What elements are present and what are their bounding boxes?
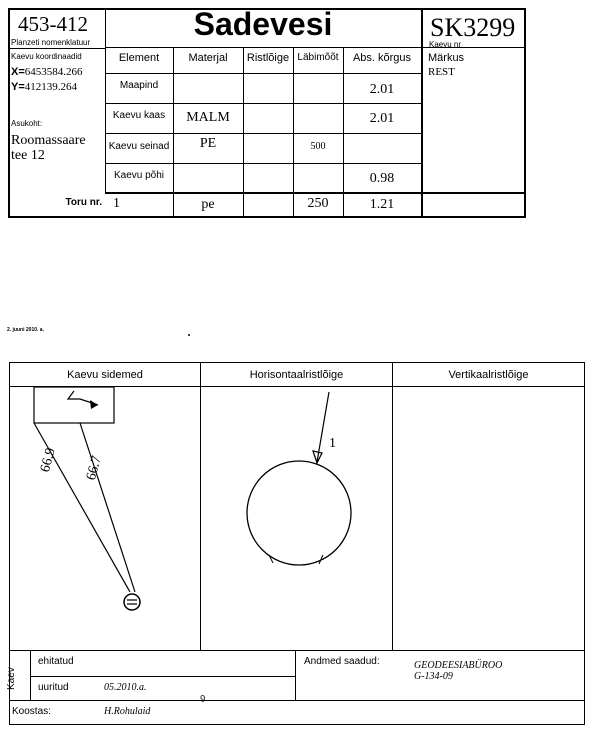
column-header-note: Märkus bbox=[428, 52, 465, 64]
column-header-material: Materjal bbox=[188, 52, 228, 64]
side-label: Kaev bbox=[6, 667, 17, 690]
row-element: Kaevu kaas bbox=[112, 110, 166, 121]
note-value: REST bbox=[428, 66, 455, 78]
column-header-diameter: Läbimõõt bbox=[297, 52, 339, 63]
arrow-label: 1 bbox=[329, 436, 336, 451]
coordinates-label: Kaevu koordinaadid bbox=[11, 52, 82, 61]
row-material: PE bbox=[199, 136, 217, 151]
built-label: ehitatud bbox=[38, 656, 74, 667]
well-number-label: Kaevu nr bbox=[429, 40, 462, 49]
row-diameter: 500 bbox=[310, 141, 326, 152]
horizontal-cross-section bbox=[201, 387, 392, 647]
column-header-cross-section: Ristlõige bbox=[246, 52, 290, 64]
dimension-label: 66.7 bbox=[84, 454, 105, 482]
location-label: Asukoht: bbox=[11, 119, 43, 128]
x-coordinate: X=6453584.266 bbox=[11, 66, 83, 78]
sketch-header-connections: Kaevu sidemed bbox=[67, 369, 143, 381]
author-label: Koostas: bbox=[12, 706, 51, 717]
pipe-diameter: 250 bbox=[307, 196, 329, 211]
pipe-number: 1 bbox=[113, 196, 120, 211]
row-abs-height: 2.01 bbox=[369, 82, 395, 97]
sketch-header-horizontal: Horisontaalristlõige bbox=[249, 369, 344, 381]
data-source-line2: G-134-09 bbox=[414, 671, 453, 682]
dimension-label: 66.9 bbox=[38, 446, 59, 474]
row-material: MALM bbox=[186, 110, 230, 125]
row-abs-height: 2.01 bbox=[369, 111, 395, 126]
row-element: Maapind bbox=[119, 80, 159, 91]
location-line1: Roomassaare bbox=[11, 133, 86, 148]
connections-sketch bbox=[10, 387, 200, 617]
page-title: Sadevesi bbox=[193, 6, 333, 42]
pipe-abs-height: 1.21 bbox=[369, 197, 395, 212]
date-note: 2. juuni 2010. a. bbox=[7, 327, 44, 333]
nomenclature-value: 453-412 bbox=[18, 12, 88, 36]
row-element: Kaevu seinad bbox=[108, 141, 170, 152]
nomenclature-label: Planzeti nomenklatuur bbox=[11, 38, 91, 47]
data-source-line1: GEODEESIABÜROO bbox=[414, 660, 503, 671]
updated-value: 05.2010.a. bbox=[104, 682, 147, 693]
pipe-material: pe bbox=[201, 197, 215, 212]
speck bbox=[188, 334, 190, 336]
row-element: Kaevu põhi bbox=[113, 170, 165, 181]
data-source-label: Andmed saadud: bbox=[304, 656, 380, 667]
column-header-element: Element bbox=[118, 52, 160, 64]
y-coordinate: Y=412139.264 bbox=[11, 81, 78, 93]
row-abs-height: 0.98 bbox=[369, 171, 395, 186]
column-header-abs-height: Abs. kõrgus bbox=[352, 52, 412, 64]
location-line2: tee 12 bbox=[11, 148, 45, 163]
author-value: H.Rohulaid bbox=[104, 706, 151, 717]
updated-label: uuritud bbox=[38, 682, 69, 693]
stray-mark: ꝯ bbox=[200, 692, 206, 702]
pipe-number-label: Toru nr. bbox=[65, 197, 102, 208]
well-number-value: SK3299 bbox=[430, 13, 516, 42]
sketch-header-vertical: Vertikaalristlõige bbox=[448, 369, 529, 381]
